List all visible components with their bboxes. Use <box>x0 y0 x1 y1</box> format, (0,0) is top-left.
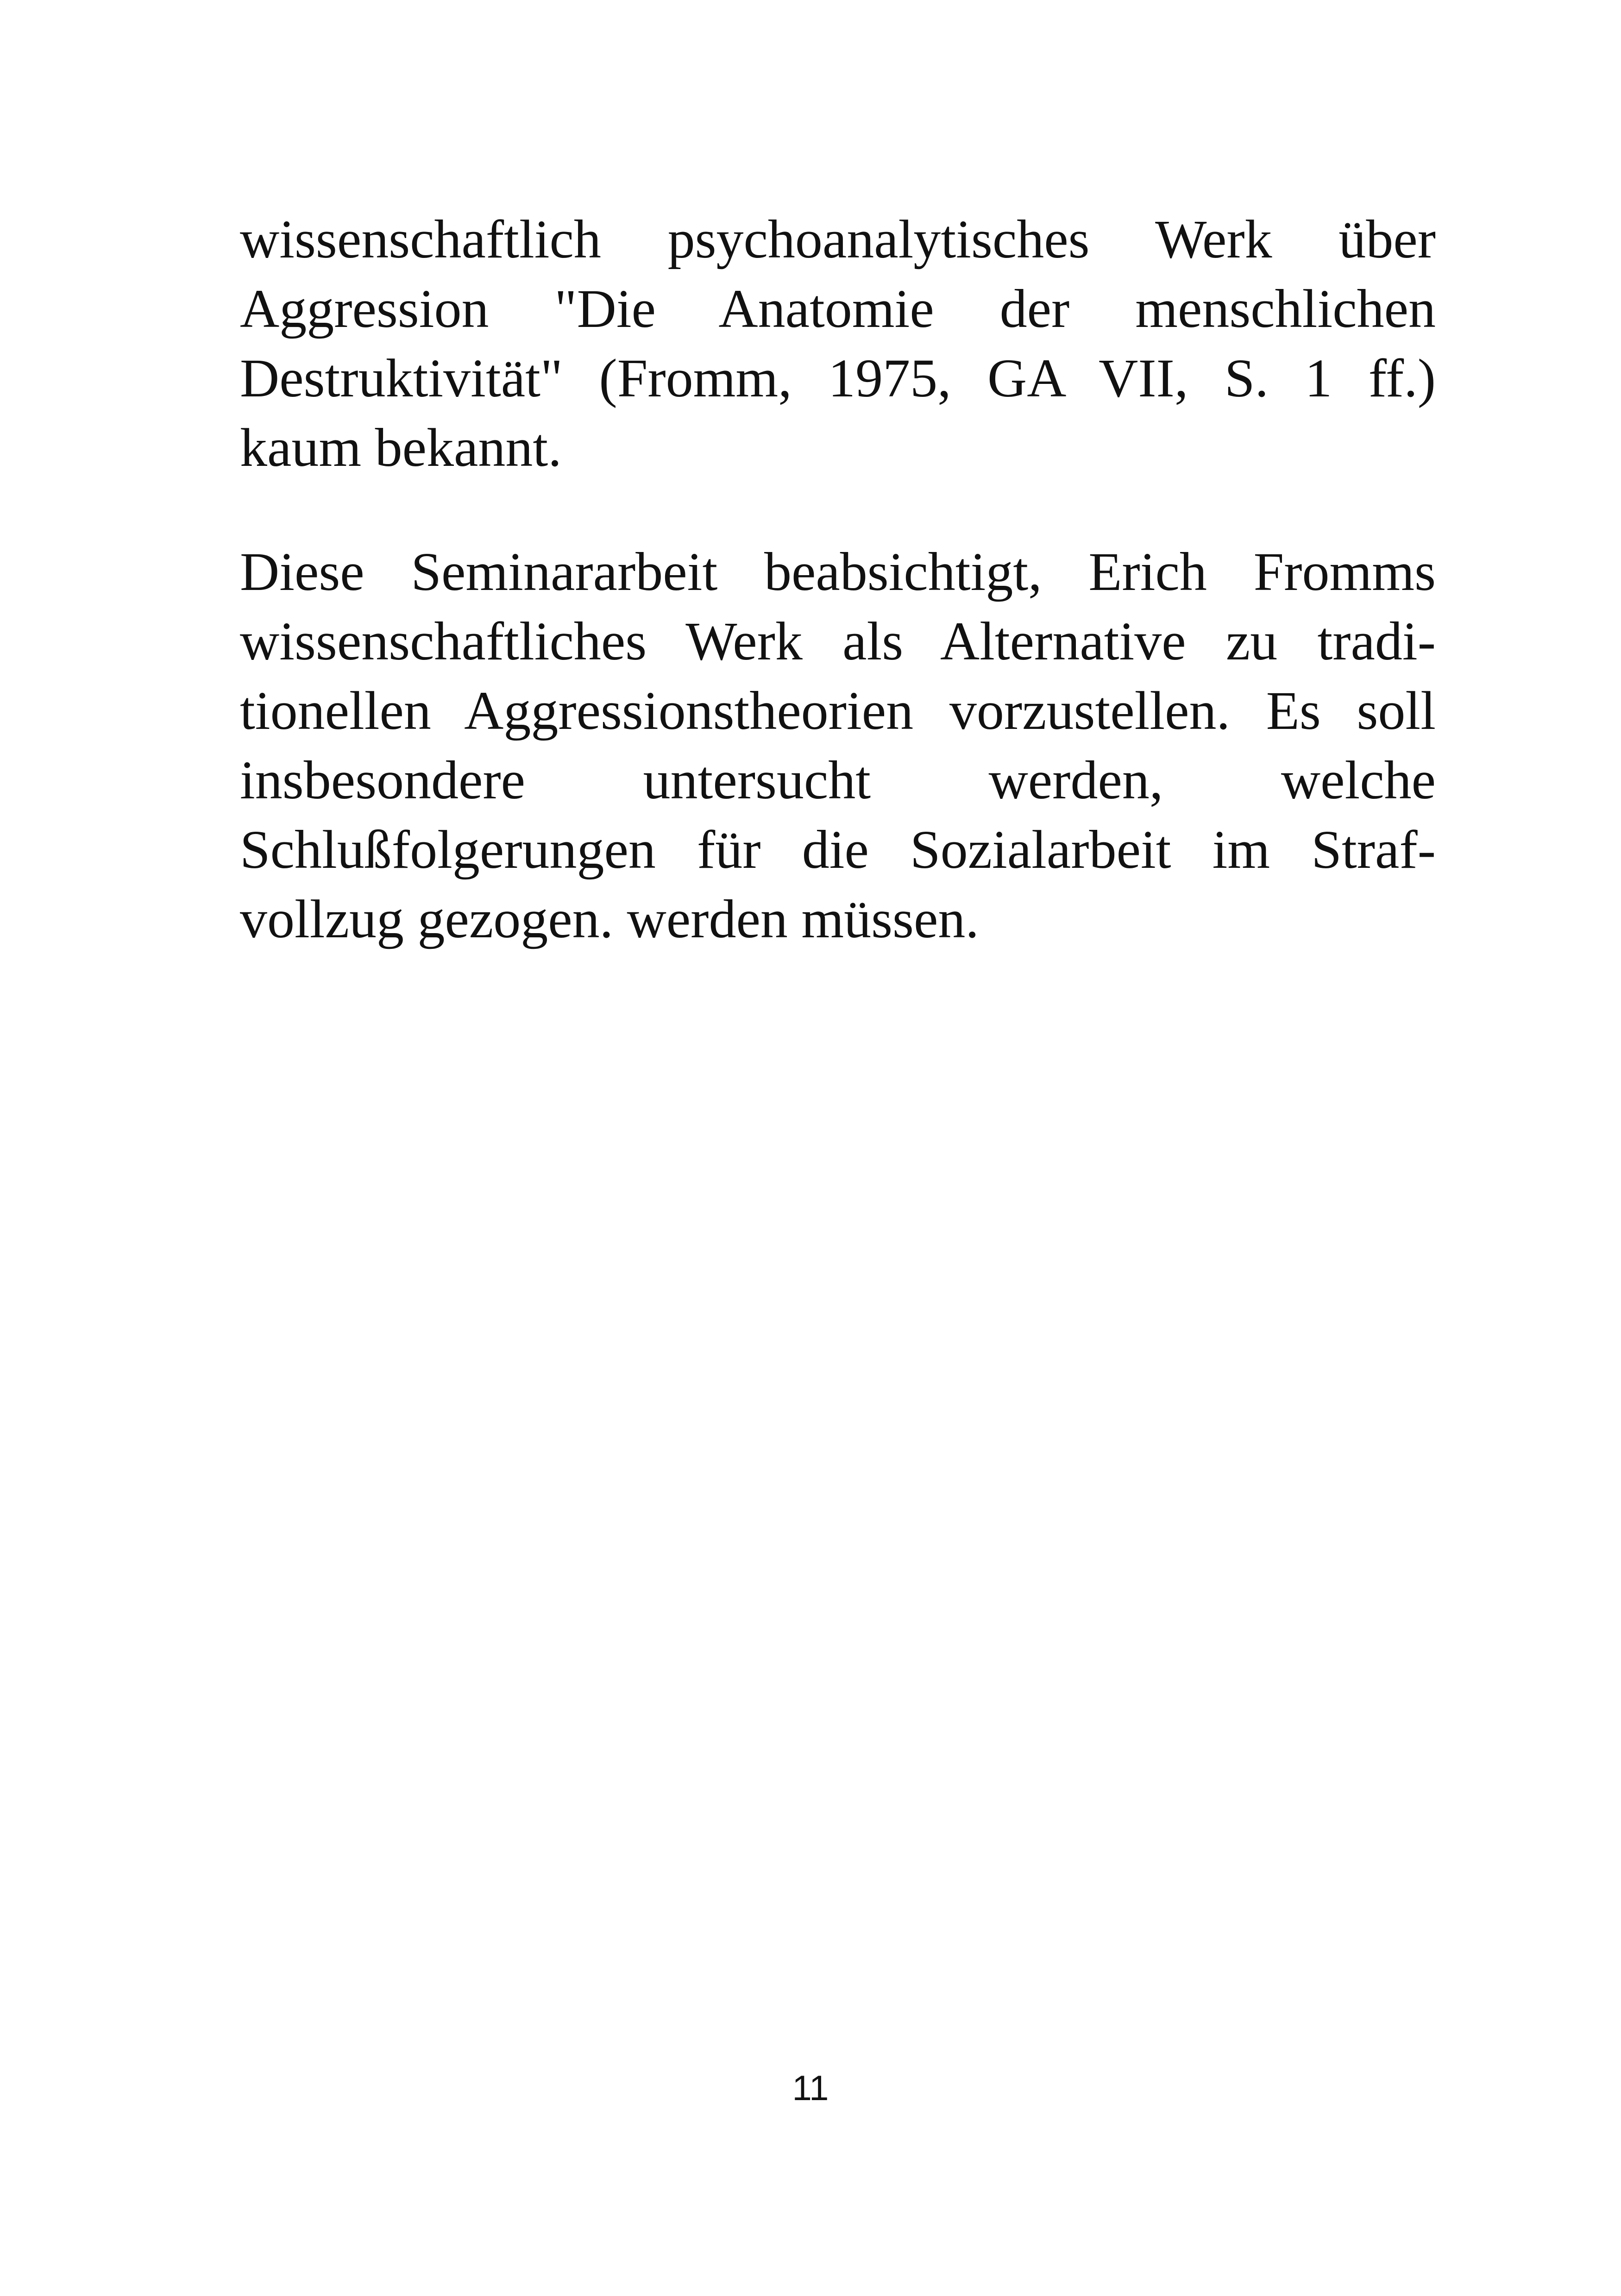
text-line: Diese Seminararbeit beabsichtigt, Erich Fromms <box>240 541 1436 602</box>
text-line: Destruktivität" (Fromm, 1975, GA VII, S. 1 ff.) <box>240 348 1436 408</box>
text-line: kaum bekannt. <box>240 417 562 478</box>
paragraph-1 <box>240 205 1436 483</box>
text-line: tionellen Aggressionstheorien vorzustellen. Es soll <box>240 680 1436 741</box>
text-line: wissenschaftliches Werk als Alternative zu tradi- <box>240 611 1436 671</box>
text-line: wissenschaftlich psychoanalytisches Werk über <box>240 209 1436 270</box>
text-line: Schlußfolgerungen für die Sozialarbeit im Straf- <box>240 819 1436 880</box>
paragraph-2 <box>240 537 1436 954</box>
text-line: vollzug gezogen. werden müssen. <box>240 889 979 949</box>
page-number: 11 <box>792 2069 829 2108</box>
text-line: Aggression "Die Anatomie der menschlichen <box>240 278 1436 339</box>
text-line: insbesondere untersucht werden, welche <box>240 750 1436 810</box>
